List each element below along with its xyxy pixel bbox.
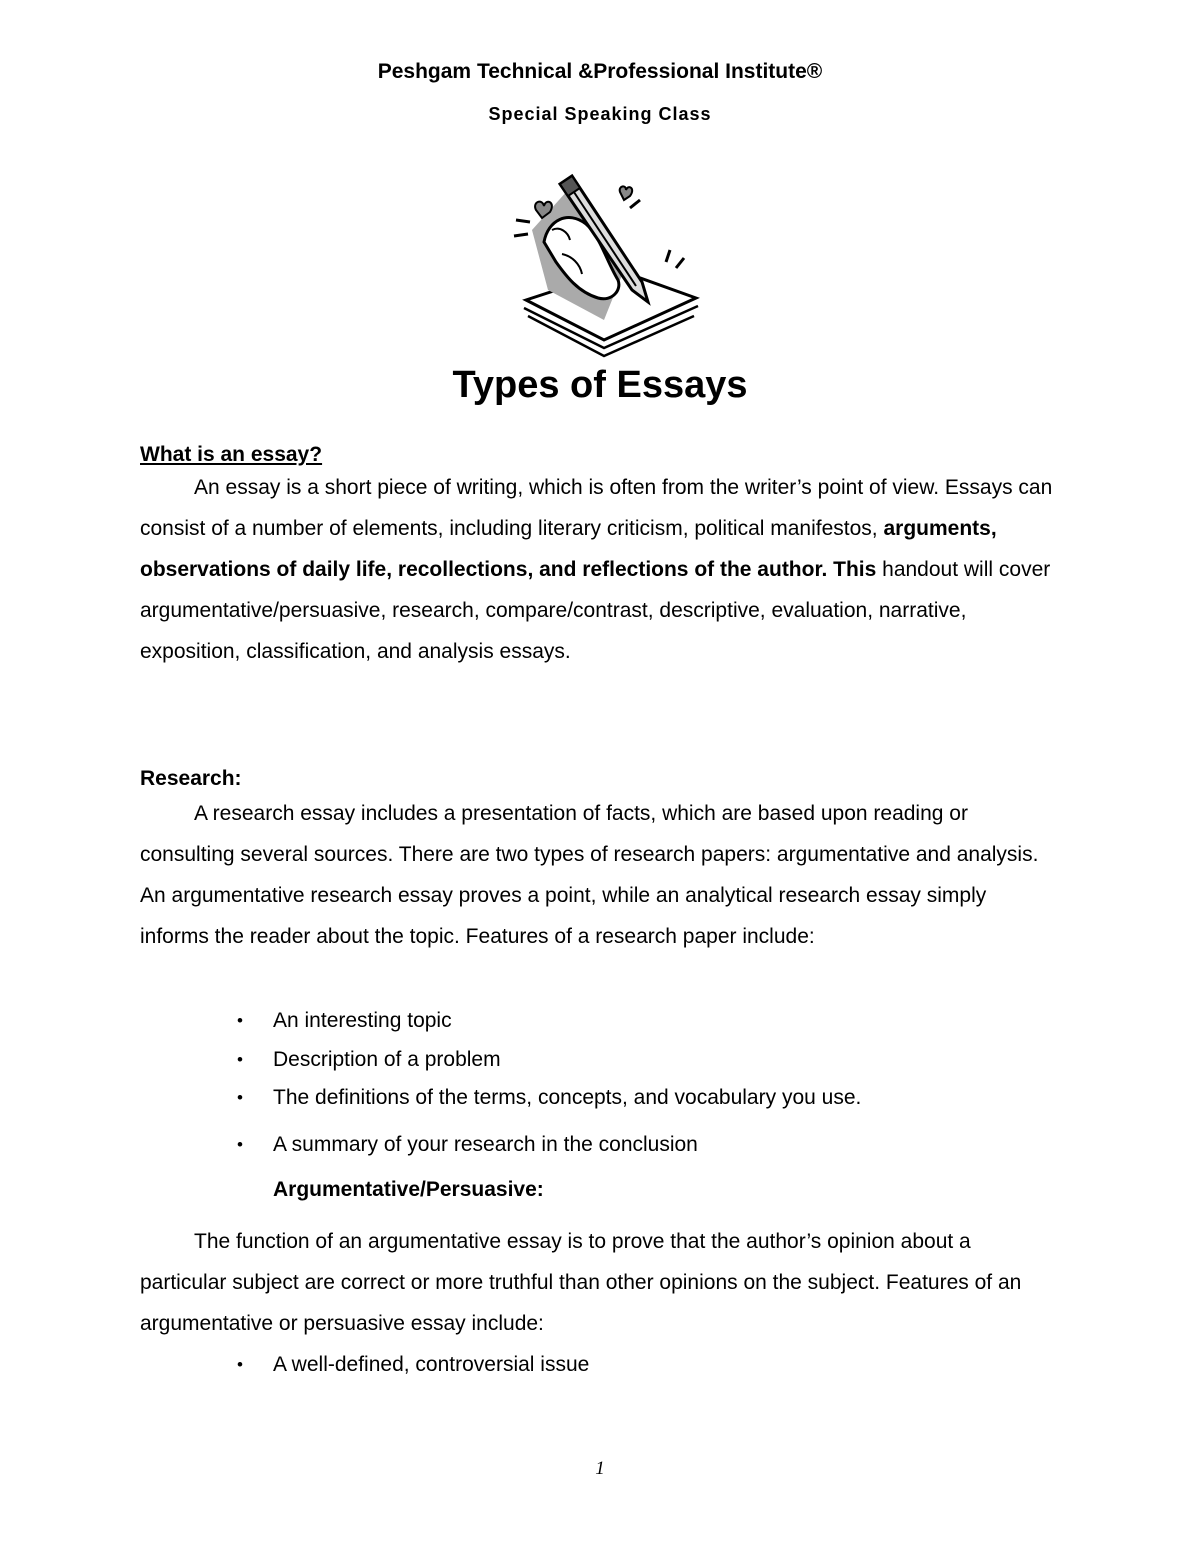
intro-text-1: An essay is a short piece of writing, which is often from the writer’s point of view. Essays can consist of a number of elements, including literary criticism, political manifestos,	[140, 476, 1053, 540]
list-item	[233, 1346, 589, 1384]
research-heading: Research:	[140, 767, 242, 790]
list-item	[233, 1079, 861, 1118]
list-item	[233, 1126, 861, 1165]
research-paragraph	[140, 793, 1060, 957]
list-item-text: Description of a problem	[273, 1047, 501, 1071]
list-item	[233, 1002, 861, 1041]
argumentative-features-list	[233, 1346, 589, 1384]
essay-question-heading: What is an essay?	[140, 443, 323, 466]
page-number: 1	[595, 1458, 605, 1479]
argumentative-paragraph-text: The function of an argumentative essay is to prove that the author’s opinion about a particular subject are correct or more truthful than other opinions on the subject. Features of an argumentative or persuasive essay include:	[140, 1230, 1022, 1335]
bullet-icon: •	[237, 1088, 243, 1107]
list-item-text: An interesting topic	[273, 1009, 452, 1032]
argumentative-heading: Argumentative/Persuasive:	[273, 1178, 544, 1201]
list-item	[233, 1041, 861, 1080]
bullet-icon: •	[237, 1134, 243, 1154]
intro-paragraph	[140, 467, 1060, 672]
bullet-icon: •	[237, 1011, 243, 1030]
class-name: Special Speaking Class	[488, 104, 712, 124]
intro-bold-text: arguments, observations of daily life, recollections, and reflections of the author. This	[140, 517, 997, 581]
list-item-text: A summary of your research in the conclusion	[273, 1132, 698, 1156]
document-title: Types of Essays	[452, 364, 748, 406]
argumentative-paragraph	[140, 1221, 1060, 1344]
writing-hand-pencil-icon	[508, 170, 704, 362]
bullet-icon: •	[237, 1355, 243, 1374]
intro-text-2: handout will cover argumentative/persuasive, research, compare/contrast, descriptive, evaluation, narrative, exposition, classification, and analysis essays.	[140, 558, 1051, 663]
research-features-list	[233, 1002, 861, 1164]
list-item-text: A well-defined, controversial issue	[273, 1353, 590, 1376]
list-item-text: The definitions of the terms, concepts, and vocabulary you use.	[273, 1086, 862, 1109]
research-paragraph-text: A research essay includes a presentation of facts, which are based upon reading or consulting several sources. There are two types of research papers: argumentative and analysis. An argumentative research essay proves a point, while an analytical research essay simply informs the reader about the topic. Features of a research paper include:	[140, 802, 1039, 948]
bullet-icon: •	[237, 1049, 243, 1069]
institute-name: Peshgam Technical &Professional Institute®	[377, 60, 823, 83]
